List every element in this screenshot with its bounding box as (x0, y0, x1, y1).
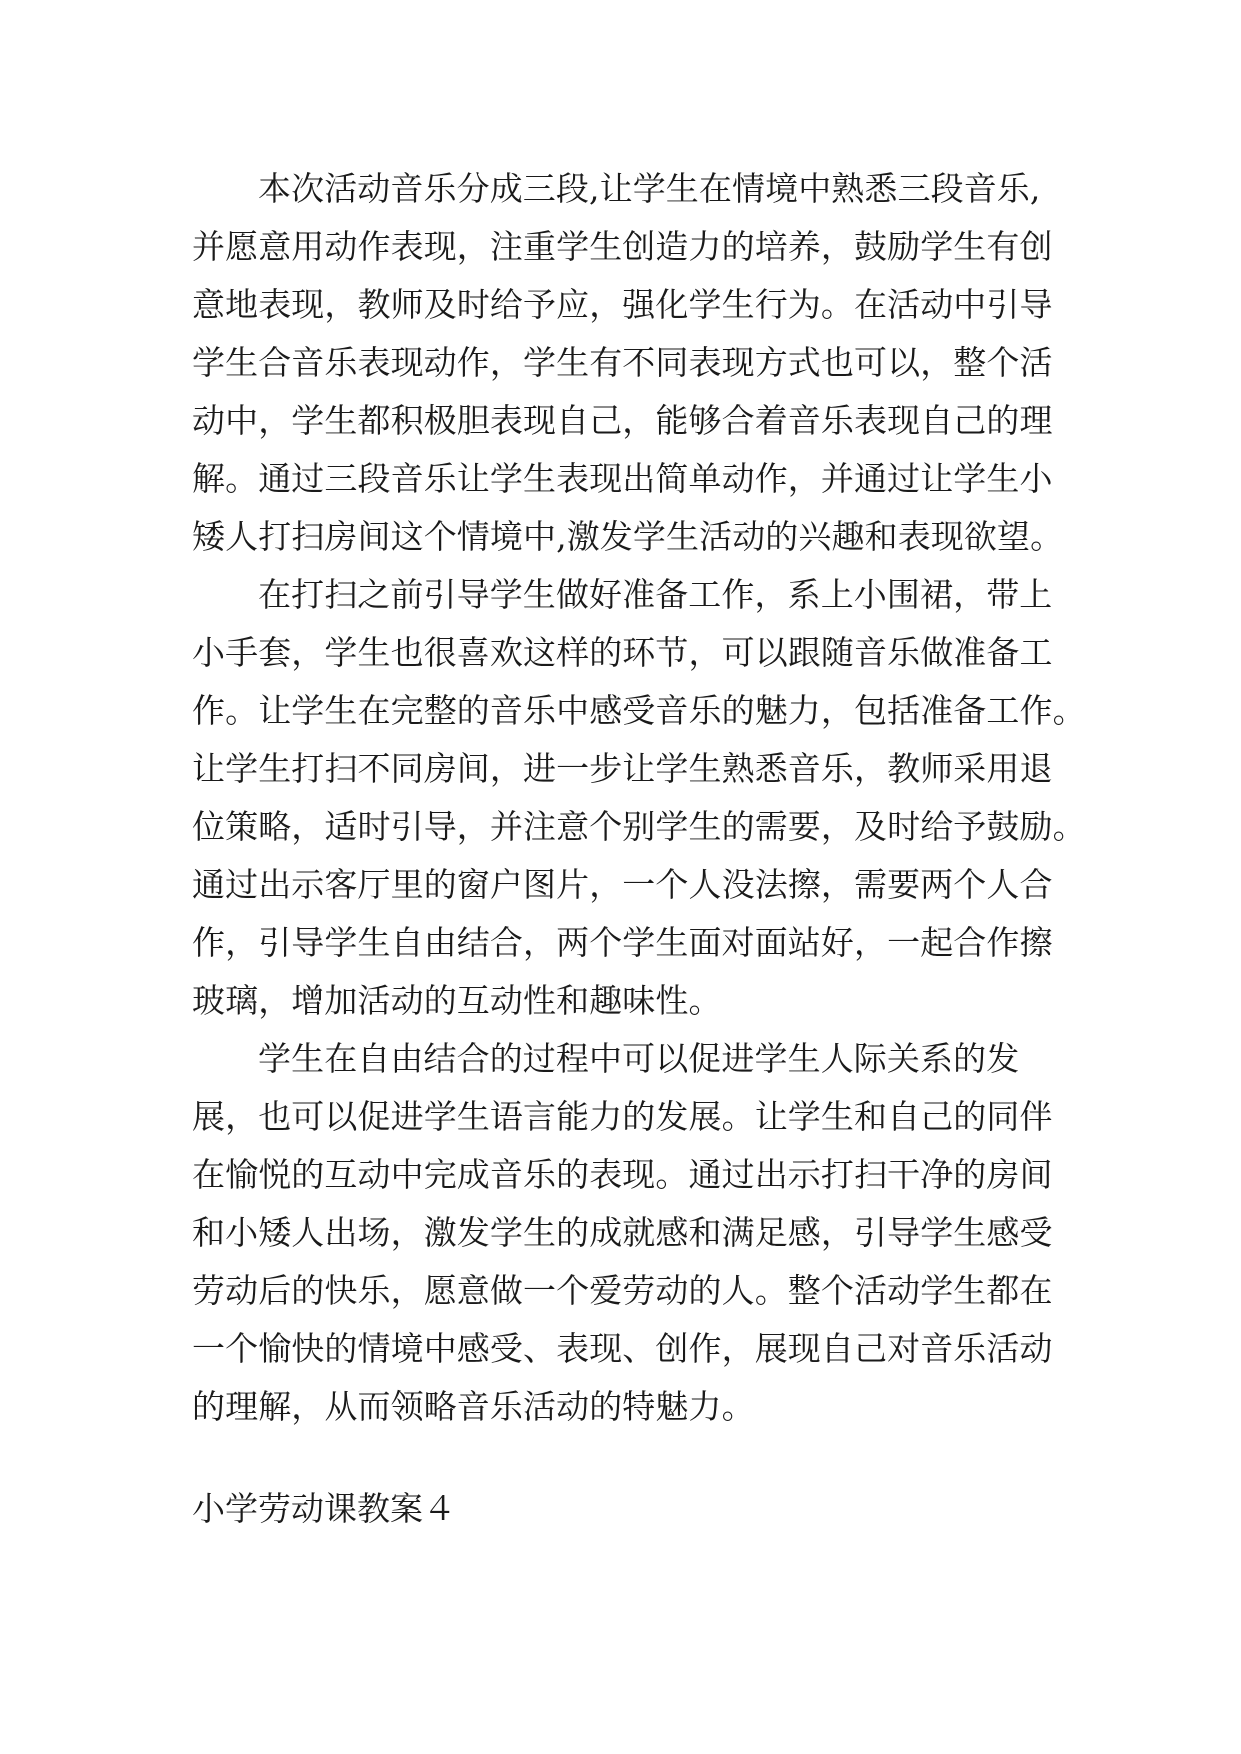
text-line: 作，引导学生自由结合，两个学生面对面站好，一起合作擦 (192, 923, 1053, 962)
text-line: 和小矮人出场，激发学生的成就感和满足感，引导学生感受 (192, 1213, 1053, 1252)
text-line: 学生合音乐表现动作，学生有不同表现方式也可以，整个活 (192, 343, 1053, 382)
text-line: 让学生打扫不同房间，进一步让学生熟悉音乐，教师采用退 (192, 749, 1053, 788)
paragraph-2 (192, 566, 1086, 1030)
text-line: 小手套，学生也很喜欢这样的环节，可以跟随音乐做准备工 (192, 633, 1053, 672)
text-line: 劳动后的快乐，愿意做一个爱劳动的人。整个活动学生都在 (192, 1271, 1053, 1310)
text-line: 本次活动音乐分成三段,让学生在情境中熟悉三段音乐, (258, 169, 1041, 208)
text-line: 意地表现，教师及时给予应，强化学生行为。在活动中引导 (192, 285, 1053, 324)
text-line: 玻璃，增加活动的互动性和趣味性。 (192, 981, 722, 1020)
text-line: 展，也可以促进学生语言能力的发展。让学生和自己的同伴 (192, 1097, 1053, 1136)
text-line: 学生在自由结合的过程中可以促进学生人际关系的发 (258, 1039, 1020, 1078)
text-line: 在愉悦的互动中完成音乐的表现。通过出示打扫干净的房间 (192, 1155, 1053, 1194)
text-line: 通过出示客厅里的窗户图片，一个人没法擦，需要两个人合 (192, 865, 1053, 904)
text-line: 的理解，从而领略音乐活动的特魅力。 (192, 1387, 755, 1426)
text-line: 一个愉快的情境中感受、表现、创作，展现自己对音乐活动 (192, 1329, 1053, 1368)
text-line: 矮人打扫房间这个情境中,激发学生活动的兴趣和表现欲望。 (192, 517, 1064, 556)
text-line: 动中，学生都积极胆表现自己，能够合着音乐表现自己的理 (192, 401, 1053, 440)
paragraph-3 (192, 1030, 1072, 1436)
text-line: 并愿意用动作表现，注重学生创造力的培养，鼓励学生有创 (192, 227, 1053, 266)
text-line: 位策略，适时引导，并注意个别学生的需要，及时给予鼓励。 (192, 807, 1086, 846)
paragraph-1 (192, 160, 1072, 566)
text-line: 在打扫之前引导学生做好准备工作，系上小围裙，带上 (258, 575, 1053, 614)
body-text (192, 160, 1086, 1436)
text-line: 解。通过三段音乐让学生表现出简单动作，并通过让学生小 (192, 459, 1053, 498)
text-line: 作。让学生在完整的音乐中感受音乐的魅力，包括准备工作。 (192, 691, 1086, 730)
section-heading: 小学劳动课教案４ (192, 1489, 456, 1528)
